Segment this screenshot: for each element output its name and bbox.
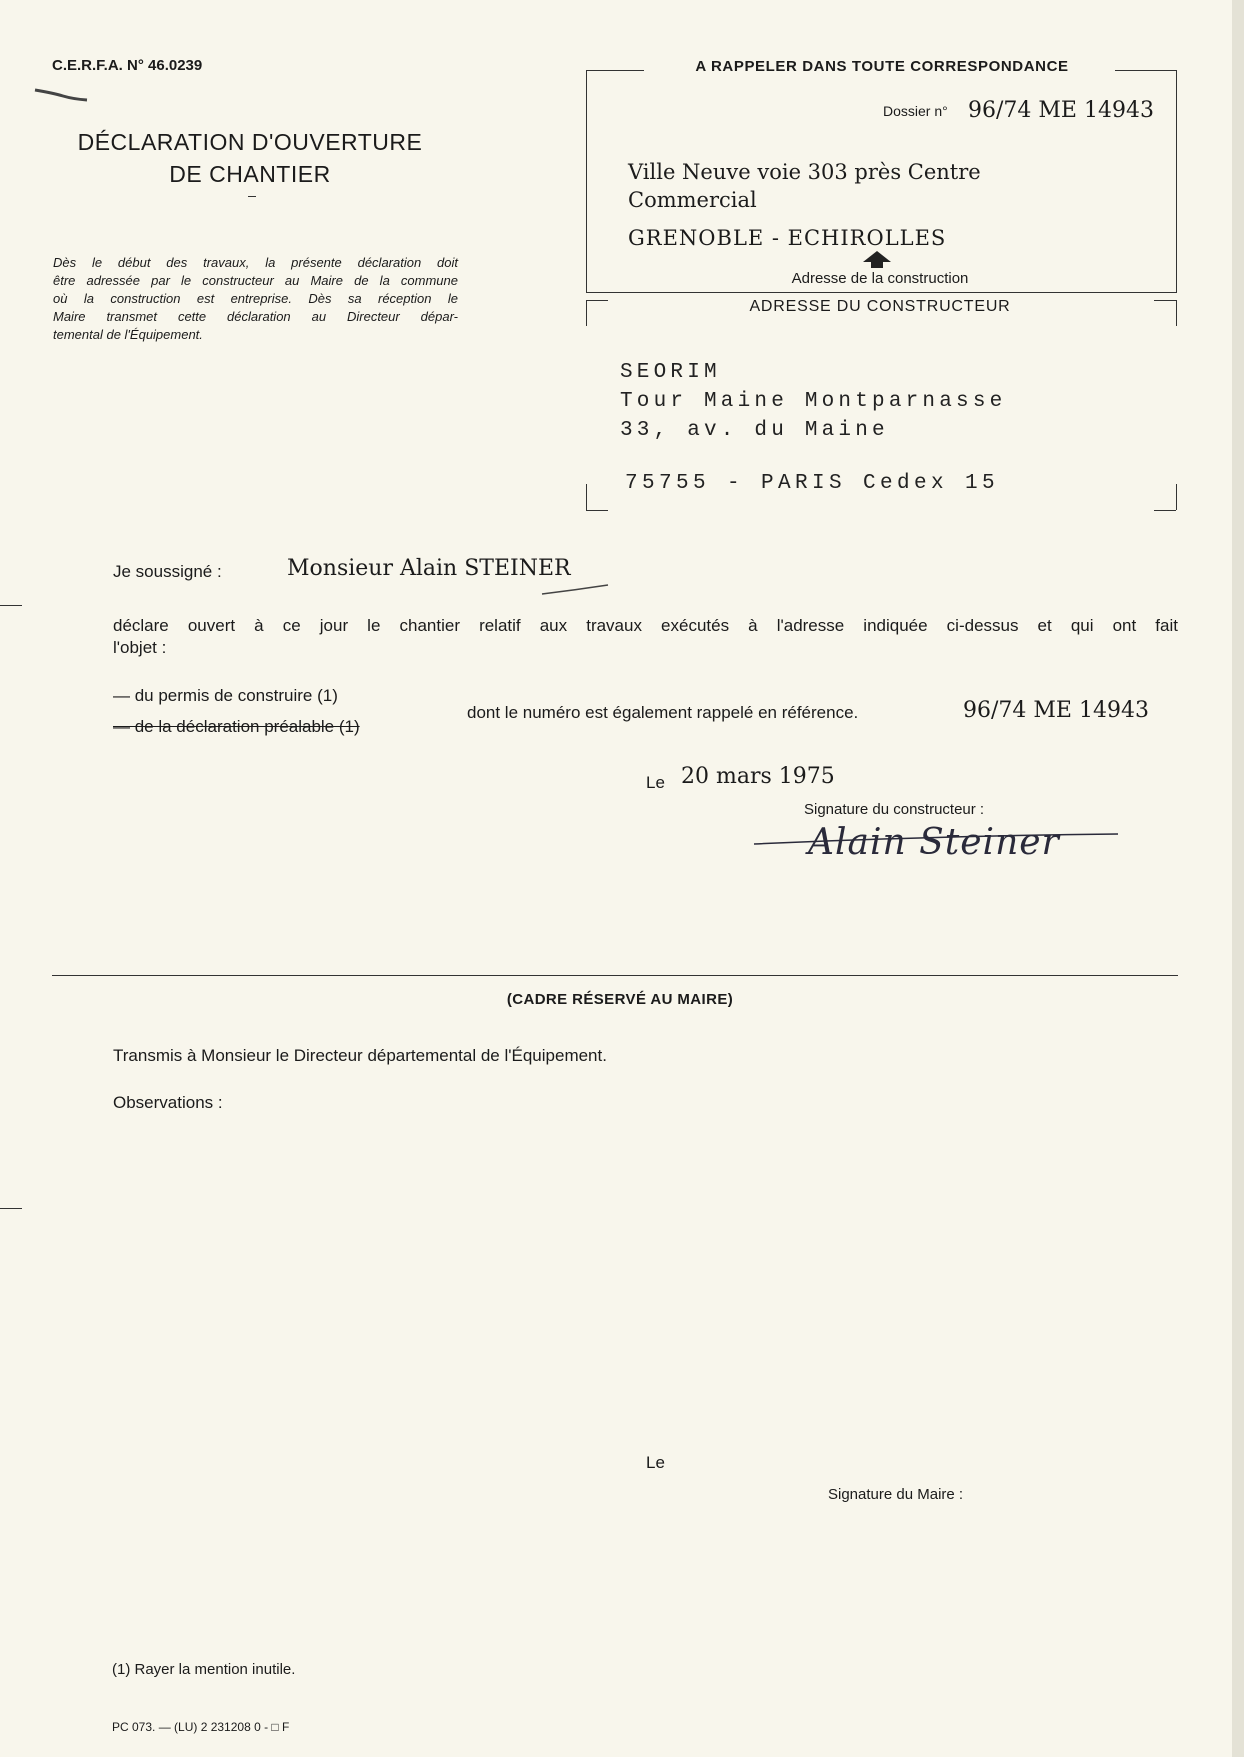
corner-tr-v xyxy=(1176,300,1177,326)
title-dash xyxy=(248,196,256,197)
box-top-right xyxy=(1115,70,1177,71)
constructor-city: 75755 - PARIS Cedex 15 xyxy=(625,472,1000,495)
corner-tr xyxy=(1154,300,1176,301)
margin-tick xyxy=(0,605,22,606)
signature-underline xyxy=(752,828,1122,868)
instruction-line: être adressée par le constructeur au Maire de la commune xyxy=(53,273,458,288)
corner-bl-v xyxy=(586,484,587,510)
cerfa-number: C.E.R.F.A. N° 46.0239 xyxy=(52,57,203,74)
address-line: Commercial xyxy=(628,188,757,212)
address-caption: Adresse de la construction xyxy=(791,270,969,287)
reference-header: A RAPPELER DANS TOUTE CORRESPONDANCE xyxy=(695,58,1069,75)
corner-tl-v xyxy=(586,300,587,326)
corner-br xyxy=(1154,510,1176,511)
mayor-header: (CADRE RÉSERVÉ AU MAIRE) xyxy=(506,991,734,1008)
constructor-header: ADRESSE DU CONSTRUCTEUR xyxy=(749,298,1011,315)
instruction-line: temental de l'Équipement. xyxy=(53,327,203,342)
instructions xyxy=(53,254,458,344)
instruction-line: Maire transmet cette déclaration au Directeur dépar- xyxy=(53,309,458,324)
construction-address xyxy=(628,158,981,214)
instruction-line: où la construction est entreprise. Dès sa réception le xyxy=(53,291,458,306)
declaration-text xyxy=(113,615,1178,659)
box-left xyxy=(586,70,587,292)
transmis-text: Transmis à Monsieur le Directeur départemental de l'Équipement. xyxy=(113,1046,607,1065)
corner-bl xyxy=(586,510,608,511)
dossier-number: 96/74 ME 14943 xyxy=(968,98,1154,123)
instruction-line: Dès le début des travaux, la présente déclaration doit xyxy=(53,255,458,270)
constructor-address xyxy=(620,358,1006,445)
footnote: (1) Rayer la mention inutile. xyxy=(112,1661,296,1678)
form-title xyxy=(40,126,460,190)
constructor-line: Tour Maine Montparnasse xyxy=(620,390,1007,413)
corner-tl xyxy=(586,300,608,301)
separator-line xyxy=(52,975,1178,976)
title-line-2: DE CHANTIER xyxy=(169,161,331,187)
mayor-date-label: Le xyxy=(646,1453,665,1472)
page-edge xyxy=(1232,0,1244,1757)
observations-label: Observations : xyxy=(113,1093,223,1112)
constructor-line: SEORIM xyxy=(620,361,721,384)
margin-tick xyxy=(0,1208,22,1209)
pen-mark xyxy=(33,84,89,106)
construction-city: GRENOBLE - ECHIROLLES xyxy=(628,226,947,250)
date-label: Le xyxy=(646,773,665,792)
box-bottom xyxy=(586,292,1177,293)
dossier-label: Dossier n° xyxy=(883,103,948,119)
signature-label: Signature du constructeur : xyxy=(804,801,985,818)
form-code: PC 073. — (LU) 2 231208 0 - □ F xyxy=(112,1720,290,1734)
address-line: Ville Neuve voie 303 près Centre xyxy=(628,160,981,184)
corner-br-v xyxy=(1176,484,1177,510)
pen-stroke xyxy=(540,582,612,598)
title-line-1: DÉCLARATION D'OUVERTURE xyxy=(77,129,423,155)
soussigne-name: Monsieur Alain STEINER xyxy=(287,556,571,581)
numero-text: dont le numéro est également rappelé en référence. xyxy=(467,703,859,722)
constructor-line: 33, av. du Maine xyxy=(620,419,889,442)
numero-value: 96/74 ME 14943 xyxy=(963,698,1149,723)
box-top-left xyxy=(586,70,644,71)
option-declaration: — de la déclaration préalable (1) xyxy=(113,717,360,736)
constructor-signature: Alain Steiner xyxy=(808,822,1060,863)
declaration-line: l'objet : xyxy=(113,638,167,657)
declaration-line: déclare ouvert à ce jour le chantier relatif aux travaux exécutés à l'adresse indiquée ci-dessus et qui ont fait xyxy=(113,616,1178,635)
soussigne-label: Je soussigné : xyxy=(113,562,222,581)
arrow-up-icon xyxy=(861,250,893,270)
option-permis: — du permis de construire (1) xyxy=(113,686,338,705)
box-right xyxy=(1176,70,1177,292)
mayor-signature-label: Signature du Maire : xyxy=(828,1486,964,1503)
date-value: 20 mars 1975 xyxy=(681,764,835,789)
